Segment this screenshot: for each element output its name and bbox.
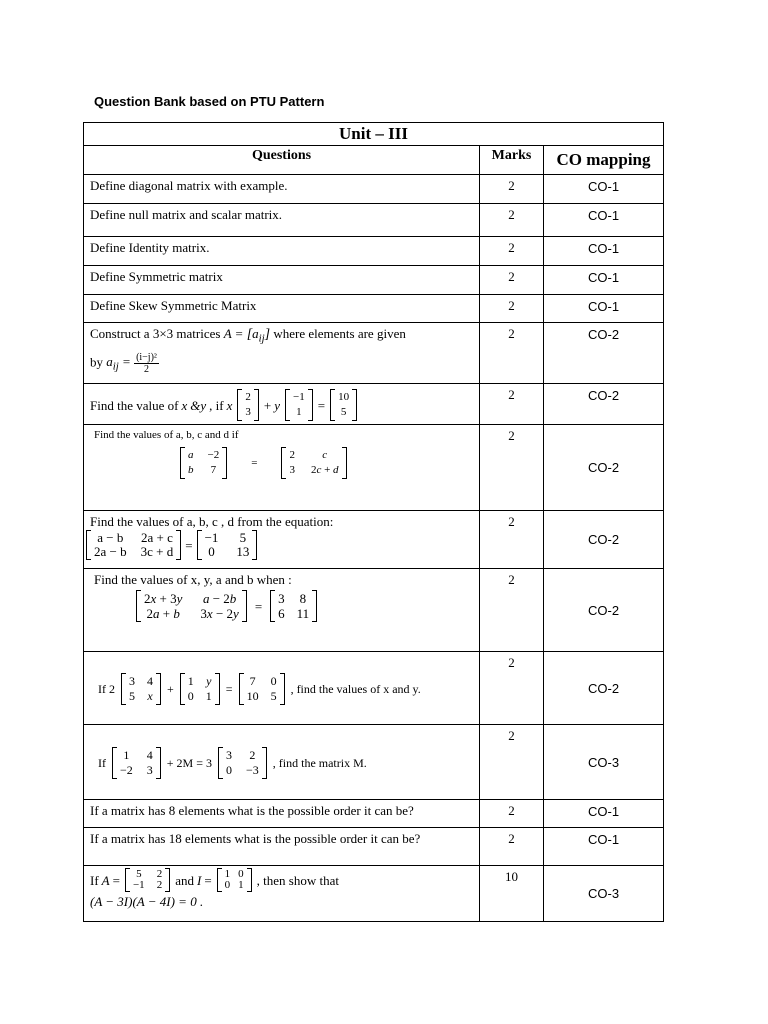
- question-text: Find the values of a, b, c and d if: [94, 429, 239, 441]
- matrix: a − b 2a + c 2a − b 3c + d: [86, 530, 181, 560]
- matrix: 3 2 0 −3: [218, 747, 267, 779]
- question-text-line2: (A − 3I)(A − 4I) = 0 .: [90, 894, 204, 909]
- co-cell: CO-1: [544, 237, 664, 266]
- question-text: If 1 4 −2 3 + 2M = 3 3 2 0 −3 , find the matrix M.: [98, 748, 367, 777]
- co-cell: CO-1: [544, 175, 664, 204]
- co-cell: CO-2: [544, 569, 664, 652]
- table-row: [84, 569, 664, 652]
- table-row: [84, 425, 664, 511]
- table-row: [84, 828, 664, 866]
- header-row: [84, 146, 664, 175]
- question-text: Find the values of a, b, c , d from the equation:: [90, 514, 334, 529]
- matrix: 1 4 −2 3: [112, 747, 161, 779]
- matrix: −1 1: [285, 389, 313, 421]
- co-cell: CO-2: [544, 384, 664, 425]
- marks-cell: 2: [480, 828, 544, 866]
- question-cell: [84, 569, 480, 652]
- co-cell: CO-2: [544, 511, 664, 569]
- question-text: If 2 3 4 5 x + 1 y 0 1 = 7 0 10 5 , find the values of x and y.: [98, 674, 421, 703]
- table-row: [84, 866, 664, 922]
- co-cell: CO-1: [544, 204, 664, 237]
- marks-cell: 2: [480, 425, 544, 511]
- table-row: [84, 175, 664, 204]
- co-mapping-header: CO mapping: [544, 146, 664, 175]
- marks-cell: 2: [480, 266, 544, 295]
- questions-header: Questions: [84, 146, 480, 175]
- co-cell: CO-2: [544, 652, 664, 725]
- marks-cell: 2: [480, 800, 544, 828]
- co-cell: CO-3: [544, 866, 664, 922]
- question-cell: If a matrix has 8 elements what is the possible order it can be?: [84, 800, 480, 828]
- question-text: Find the values of x, y, a and b when :: [94, 572, 292, 587]
- question-cell: Define Identity matrix.: [84, 237, 480, 266]
- marks-cell: 2: [480, 175, 544, 204]
- table-row: [84, 323, 664, 384]
- question-text: Construct a 3×3 matrices $A = [a_{ij}]$ where elements are given: [90, 326, 406, 345]
- matrix-a-expression: $A = [a_{ij}]$: [223, 326, 271, 345]
- question-bank-table: [83, 122, 664, 922]
- document-title: Question Bank based on PTU Pattern: [94, 94, 325, 109]
- table-row: [84, 204, 664, 237]
- question-cell: Define null matrix and scalar matrix.: [84, 204, 480, 237]
- matrix: 1 0 0 1: [217, 868, 252, 892]
- co-cell: CO-1: [544, 800, 664, 828]
- marks-header: Marks: [480, 146, 544, 175]
- matrix: 1 y 0 1: [180, 673, 220, 705]
- table-row: [84, 237, 664, 266]
- matrix: 3 8 6 11: [270, 590, 317, 622]
- question-cell: Define diagonal matrix with example.: [84, 175, 480, 204]
- table-row: [84, 652, 664, 725]
- marks-cell: 2: [480, 323, 544, 384]
- matrix-equation: a −2 b 7 = 2 c 3 2c + d: [90, 447, 479, 479]
- question-text-line2: by $a_{ij}$ = $\frac{\text{(i−j)²}}{2}$: [90, 351, 157, 375]
- question-text: Find the value of x &y , if x 2 3 + y −1 1 = 10 5: [90, 389, 479, 421]
- table-row: [84, 511, 664, 569]
- matrix: 2 c 3 2c + d: [281, 447, 346, 479]
- marks-cell: 2: [480, 237, 544, 266]
- question-cell: Define Skew Symmetric Matrix: [84, 295, 480, 323]
- co-cell: CO-1: [544, 266, 664, 295]
- matrix: 10 5: [330, 389, 357, 421]
- unit-heading: Unit – III: [84, 123, 664, 146]
- matrix: −1 5 0 13: [197, 530, 258, 560]
- marks-cell: 2: [480, 569, 544, 652]
- fraction: $\frac{\text{(i−j)²}}{2}$: [136, 351, 157, 375]
- matrix-equation: 2x + 3y a − 2b 2a + b 3x − 2y = 3 8 6 11: [90, 590, 479, 622]
- question-text: If A = 5 2 −1 2 and I = 1 0 0 1 , then show that: [90, 868, 339, 891]
- question-cell: [84, 725, 480, 800]
- co-cell: CO-2: [544, 323, 664, 384]
- table-row: [84, 384, 664, 425]
- question-cell: [84, 323, 480, 384]
- marks-cell: 10: [480, 866, 544, 922]
- table-row: [84, 800, 664, 828]
- co-cell: CO-3: [544, 725, 664, 800]
- matrix: 7 0 10 5: [239, 673, 285, 705]
- question-cell: If a matrix has 18 elements what is the possible order it can be?: [84, 828, 480, 866]
- matrix: 5 2 −1 2: [125, 868, 170, 892]
- unit-row: [84, 123, 664, 146]
- matrix-equation: a − b 2a + c 2a − b 3c + d = −1 5 0 13: [84, 530, 479, 560]
- table-row: [84, 725, 664, 800]
- question-cell: [84, 425, 480, 511]
- matrix: 3 4 5 x: [121, 673, 161, 705]
- matrix: 2x + 3y a − 2b 2a + b 3x − 2y: [136, 590, 247, 622]
- co-cell: CO-2: [544, 425, 664, 511]
- matrix: a −2 b 7: [180, 447, 227, 479]
- marks-cell: 2: [480, 725, 544, 800]
- table-row: [84, 295, 664, 323]
- co-cell: CO-1: [544, 295, 664, 323]
- question-cell: Define Symmetric matrix: [84, 266, 480, 295]
- matrix: 2 3: [237, 389, 259, 421]
- marks-cell: 2: [480, 511, 544, 569]
- marks-cell: 2: [480, 204, 544, 237]
- marks-cell: 2: [480, 384, 544, 425]
- marks-cell: 2: [480, 295, 544, 323]
- co-cell: CO-1: [544, 828, 664, 866]
- question-cell: [84, 652, 480, 725]
- question-cell: [84, 384, 480, 425]
- question-cell: [84, 511, 480, 569]
- marks-cell: 2: [480, 652, 544, 725]
- table-row: [84, 266, 664, 295]
- question-cell: [84, 866, 480, 922]
